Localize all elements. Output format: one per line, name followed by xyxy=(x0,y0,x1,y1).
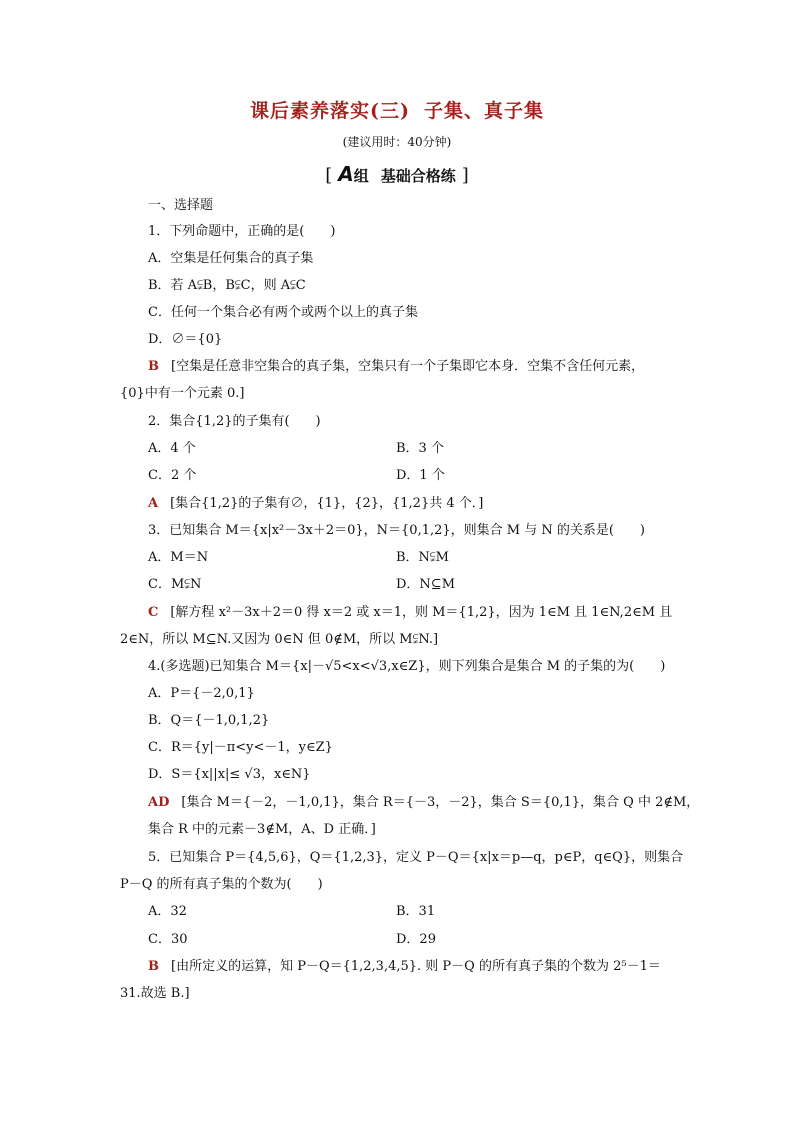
question-2-option-a: A．4 个 xyxy=(148,441,196,456)
question-4-option-b: B．Q＝{－1,0,1,2} xyxy=(148,713,270,728)
question-3-option-b: B．N⫋M xyxy=(396,550,449,565)
question-3-stem: 3．已知集合 M＝{x|x²－3x＋2＝0}，N＝{0,1,2}，则集合 M 与 N 的关系是( ) xyxy=(148,523,646,538)
question-5-answer-line xyxy=(148,958,661,976)
question-4-option-a: A．P＝{－2,0,1} xyxy=(148,686,255,701)
question-5-option-d: D．29 xyxy=(396,932,436,947)
question-2-answer-line xyxy=(148,495,483,513)
group-heading xyxy=(0,162,794,186)
question-1-explanation-2: {0}中有一个元素 0.] xyxy=(120,386,245,401)
page-title xyxy=(0,96,794,123)
question-1-answer-line xyxy=(148,358,644,376)
question-3-explanation-2: 2∈N，所以 M⊆N.又因为 0∈N 但 0∉M，所以 M⫋N.] xyxy=(120,632,439,647)
question-4-option-d: D．S＝{x||x|≤ √3，x∈N} xyxy=(148,767,311,782)
question-2-stem: 2．集合{1,2}的子集有( ) xyxy=(148,414,321,429)
question-3-option-a: A．M＝N xyxy=(148,550,209,565)
question-2-option-b: B．3 个 xyxy=(396,441,444,456)
group-word: 组 xyxy=(353,167,369,185)
question-4-explanation-2: 集合 R 中的元素－3∉M，A、D 正确．] xyxy=(148,822,376,837)
question-5-option-a: A．32 xyxy=(148,904,187,919)
question-1-option-c: C．任何一个集合必有两个或两个以上的真子集 xyxy=(148,305,418,320)
question-1-option-d: D．∅＝{0} xyxy=(148,332,223,347)
question-4-option-c: C．R＝{y|－π<y<－1，y∈Z} xyxy=(148,740,333,755)
title-part-a: 课后素养落实(三) xyxy=(250,100,410,122)
question-1-explanation-1: [空集是任意非空集合的真子集，空集只有一个子集即它本身．空集不含任何元素， xyxy=(171,359,645,374)
question-1-answer: B xyxy=(148,359,159,374)
section-heading: 一、选择题 xyxy=(148,198,214,213)
group-letter: A xyxy=(338,162,354,186)
question-5-explanation-1: [由所定义的运算，知 P－Q＝{1,2,3,4,5}. 则 P－Q 的所有真子集的个数为 2⁵－1＝ xyxy=(171,959,661,974)
question-1-option-b: B．若 A⫋B，B⫋C，则 A⫋C xyxy=(148,278,306,293)
question-3-option-d: D．N⊆M xyxy=(396,577,456,592)
question-5-answer: B xyxy=(148,959,159,974)
group-name: 基础合格练 xyxy=(380,167,456,185)
question-2-answer: A xyxy=(148,496,159,511)
time-hint: (建议用时：40分钟) xyxy=(342,135,452,149)
question-3-option-c: C．M⫋N xyxy=(148,577,202,592)
question-2-explanation-1: [集合{1,2}的子集有∅，{1}，{2}，{1,2}共 4 个．] xyxy=(170,496,484,511)
question-3-explanation-1: [解方程 x²－3x＋2＝0 得 x＝2 或 x＝1，则 M＝{1,2}，因为 1∈M 且 1∈N,2∈M 且 xyxy=(170,605,673,620)
question-1-stem: 1．下列命题中，正确的是( ) xyxy=(148,224,336,239)
question-4-stem: 4.(多选题)已知集合 M＝{x|－√5<x<√3,x∈Z}，则下列集合是集合 M 的子集的为( ) xyxy=(148,659,666,674)
question-4-explanation-1: [集合 M＝{－2，－1,0,1}，集合 R＝{－3，－2}，集合 S＝{0,1}，集合 Q 中 2∉M， xyxy=(181,795,700,810)
question-2-option-c: C．2 个 xyxy=(148,468,197,483)
question-4-answer-line xyxy=(148,794,699,812)
question-3-answer-line xyxy=(148,604,672,622)
question-5-explanation-2: 31.故选 B.] xyxy=(120,986,190,1001)
question-5-stem-2: P－Q 的所有真子集的个数为( ) xyxy=(120,877,323,892)
question-1-option-a: A．空集是任何集合的真子集 xyxy=(148,251,314,266)
group-bracket-close: ] xyxy=(461,165,469,186)
question-5-option-c: C．30 xyxy=(148,932,188,947)
title-part-b: 子集、真子集 xyxy=(423,100,544,122)
question-3-answer: C xyxy=(148,605,159,620)
question-4-answer: AD xyxy=(148,795,170,810)
group-bracket-open: [ xyxy=(325,165,333,186)
question-5-stem-1: 5．已知集合 P＝{4,5,6}，Q＝{1,2,3}，定义 P－Q＝{x|x＝p—q，p∈P，q∈Q}，则集合 xyxy=(148,850,684,865)
question-5-option-b: B．31 xyxy=(396,904,436,919)
question-2-option-d: D．1 个 xyxy=(396,468,445,483)
